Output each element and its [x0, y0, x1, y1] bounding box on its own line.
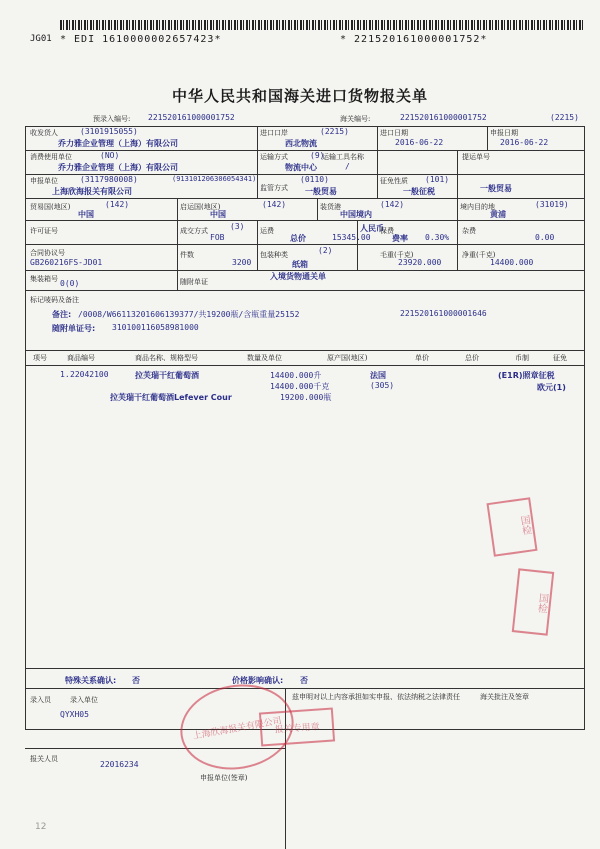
pieces: 3200 [232, 258, 252, 267]
price-impact-value: 否 [300, 676, 308, 685]
loading-port-label: 装货港 [320, 203, 341, 211]
misc-label: 杂费 [462, 227, 476, 235]
goods-header [25, 353, 583, 365]
goods-origin-code: (305) [370, 381, 395, 390]
trade-country: 中国 [78, 210, 94, 219]
net-weight: 14400.000 [490, 258, 534, 267]
pieces-label: 件数 [180, 251, 194, 259]
import-port-name: 西北物流 [285, 139, 317, 148]
docs-label: 随附单证 [180, 278, 208, 286]
goods-item-no: 1. [60, 370, 70, 379]
customs-note-label: 海关批注及签章 [480, 693, 529, 701]
inspection-stamp-2-text: 国检 [534, 592, 548, 614]
barcode-left [60, 20, 330, 30]
inspection-stamp-2 [512, 568, 554, 635]
trade-country-code: (142) [105, 200, 130, 209]
loading-port: 中国境内 [340, 210, 372, 219]
pre-entry-number: 221520161000001752 [148, 113, 235, 122]
marks-label: 标记唛码及备注 [30, 296, 79, 304]
supervision-label: 监管方式 [260, 184, 288, 192]
entry-unit-label: 录入单位 [70, 696, 98, 704]
jg-code: JG01 [30, 34, 52, 44]
supervision: 一般贸易 [305, 187, 337, 196]
special-relation-value: 否 [132, 676, 140, 685]
attach-prefix: 随附单证号: [52, 324, 96, 333]
goods-header-total: 总价 [465, 354, 479, 362]
transport-label: 运输方式 [260, 153, 288, 161]
special-relation-label: 特殊关系确认: [65, 676, 117, 685]
declarer-number: 22016234 [100, 760, 139, 769]
entry-unit: QYXH05 [60, 710, 89, 719]
declaration-seal-text: 报关专用章 [274, 721, 320, 736]
goods-hs-code: 22042100 [70, 370, 109, 379]
goods-qty-kg: 14400.000千克 [270, 382, 330, 391]
remark-number: 221520161000001646 [400, 309, 487, 318]
price-impact-label: 价格影响确认: [232, 676, 284, 685]
barcode-right [330, 20, 585, 30]
consignee-code: (3101915055) [80, 127, 138, 136]
remark-prefix: 备注: [52, 310, 72, 319]
declarant-credit-code: (913101206306054341) [172, 175, 257, 183]
bol-label: 提运单号 [462, 153, 490, 161]
container-number: 0(0) [60, 279, 80, 288]
goods-name: 拉芙瑞干红葡萄酒 [135, 371, 199, 380]
transport-code: (9) [310, 151, 325, 160]
declare-date: 2016-06-22 [500, 138, 549, 147]
currency: 人民币 [360, 224, 384, 233]
deal-mode-code: (3) [230, 222, 245, 231]
declarant-code: (3117980008) [80, 175, 138, 184]
customs-number: 221520161000001752 [400, 113, 487, 122]
consumer-code: (NO) [100, 151, 120, 160]
levy-label: 征免性质 [380, 177, 408, 185]
goods-qty-bottle: 19200.000瓶 [280, 393, 332, 402]
declare-date-label: 申报日期 [490, 129, 518, 137]
goods-header-levy: 征免 [553, 354, 567, 362]
consignee-label: 收发货人 [30, 129, 58, 137]
inspection-stamp-text: 国检 [517, 514, 532, 536]
deal-mode-label: 成交方式 [180, 227, 208, 235]
consignee-name: 乔力雅企业管理（上海）有限公司 [58, 139, 178, 148]
entry-clerk-label: 录入员 [30, 696, 51, 704]
goods-levy-mode: (E1R)照章征税 [498, 371, 555, 380]
deal-mode: FOB [210, 233, 225, 242]
trade-nature: 一般贸易 [480, 184, 512, 193]
import-port-code: (2215) [320, 127, 349, 136]
form-code: * 221520161000001752* [340, 34, 488, 45]
goods-header-item: 项号 [33, 354, 47, 362]
goods-origin: 法国 [370, 371, 386, 380]
pre-entry-label: 预录入编号: [93, 115, 131, 123]
declarant-label: 申报单位 [30, 177, 58, 185]
freight-label: 运费 [260, 227, 274, 235]
import-date-label: 进口日期 [380, 129, 408, 137]
pack-code: (2) [318, 246, 333, 255]
destination: 黄浦 [490, 210, 506, 219]
sign-label: 申报单位(签章) [200, 774, 248, 782]
goods-header-price: 单价 [415, 354, 429, 362]
page-title: 中华人民共和国海关进口货物报关单 [171, 87, 428, 105]
net-weight-label: 净重(千克) [462, 251, 496, 259]
goods-header-currency: 币制 [515, 354, 529, 362]
gross-weight-label: 毛重(千克) [380, 251, 414, 259]
inspection-stamp [486, 497, 537, 557]
consumer-name: 乔力雅企业管理（上海）有限公司 [58, 163, 178, 172]
barcode-strip [30, 20, 585, 50]
loading-port-code: (142) [380, 200, 405, 209]
customs-number-label: 海关编号: [340, 115, 371, 123]
levy-nature: 一般征税 [403, 187, 435, 196]
pack-type: 纸箱 [292, 260, 308, 269]
origin-country-label: 启运国(地区) [180, 203, 221, 211]
gross-weight: 23920.000 [398, 258, 442, 267]
container-label: 集装箱号 [30, 275, 58, 283]
contract-number: GB260216FS-JD01 [30, 258, 103, 267]
attached-docs: 入境货物通关单 [270, 272, 326, 281]
attach-number: 310100116058981000 [112, 323, 199, 332]
insurance-rate: 0.30% [425, 233, 450, 242]
insurance-rate-label: 费率 [392, 234, 408, 243]
levy-code: (101) [425, 175, 450, 184]
goods-header-name: 商品名称、规格型号 [135, 354, 198, 362]
origin-country: 中国 [210, 210, 226, 219]
edi-number: * EDI 1610000002657423* [60, 34, 222, 45]
goods-header-qty: 数量及单位 [247, 354, 282, 362]
trade-country-label: 贸易国(地区) [30, 203, 71, 211]
misc-fee: 0.00 [535, 233, 555, 242]
origin-country-code: (142) [262, 200, 287, 209]
destination-code: (31019) [535, 200, 569, 209]
import-port-label: 进口口岸 [260, 129, 288, 137]
goods-spec: 拉芙瑞干红葡萄酒Lefever Cour [110, 393, 232, 402]
goods-qty-liter: 14400.000升 [270, 371, 322, 380]
insurance-label: 保费 [380, 227, 394, 235]
declarant-name: 上海欣海报关有限公司 [52, 187, 132, 196]
customs-code: (2215) [550, 113, 579, 122]
insurance-amount: 15345.00 [332, 233, 371, 242]
goods-currency: 欧元(1) [537, 383, 566, 392]
pack-label: 包装种类 [260, 251, 288, 259]
declaration-seal [259, 707, 335, 746]
transport-tool: 物流中心 [285, 163, 317, 172]
remark: /0008/W66113201606139377/共19200瓶/含瓶重量25152 [78, 310, 300, 319]
legal-statement: 兹申明对以上内容承担如实申报、依法纳税之法律责任 [292, 693, 460, 701]
destination-label: 境内目的地 [460, 203, 495, 211]
import-date: 2016-06-22 [395, 138, 444, 147]
goods-header-origin: 原产国(地区) [327, 354, 368, 362]
declarer-label: 报关人员 [30, 755, 58, 763]
supervision-code: (0110) [300, 175, 329, 184]
transport-tool-label: 运输工具名称 [322, 153, 364, 161]
freight: 总价 [290, 234, 306, 243]
transport-slash: / [345, 162, 350, 171]
consumer-label: 消费使用单位 [30, 153, 72, 161]
license-label: 许可证号 [30, 227, 58, 235]
company-seal-text: 上海欣海报关有限公司 [192, 715, 283, 742]
goods-header-hs: 商品编号 [67, 354, 95, 362]
contract-label: 合同协议号 [30, 249, 65, 257]
page-number: 12 [35, 822, 47, 832]
